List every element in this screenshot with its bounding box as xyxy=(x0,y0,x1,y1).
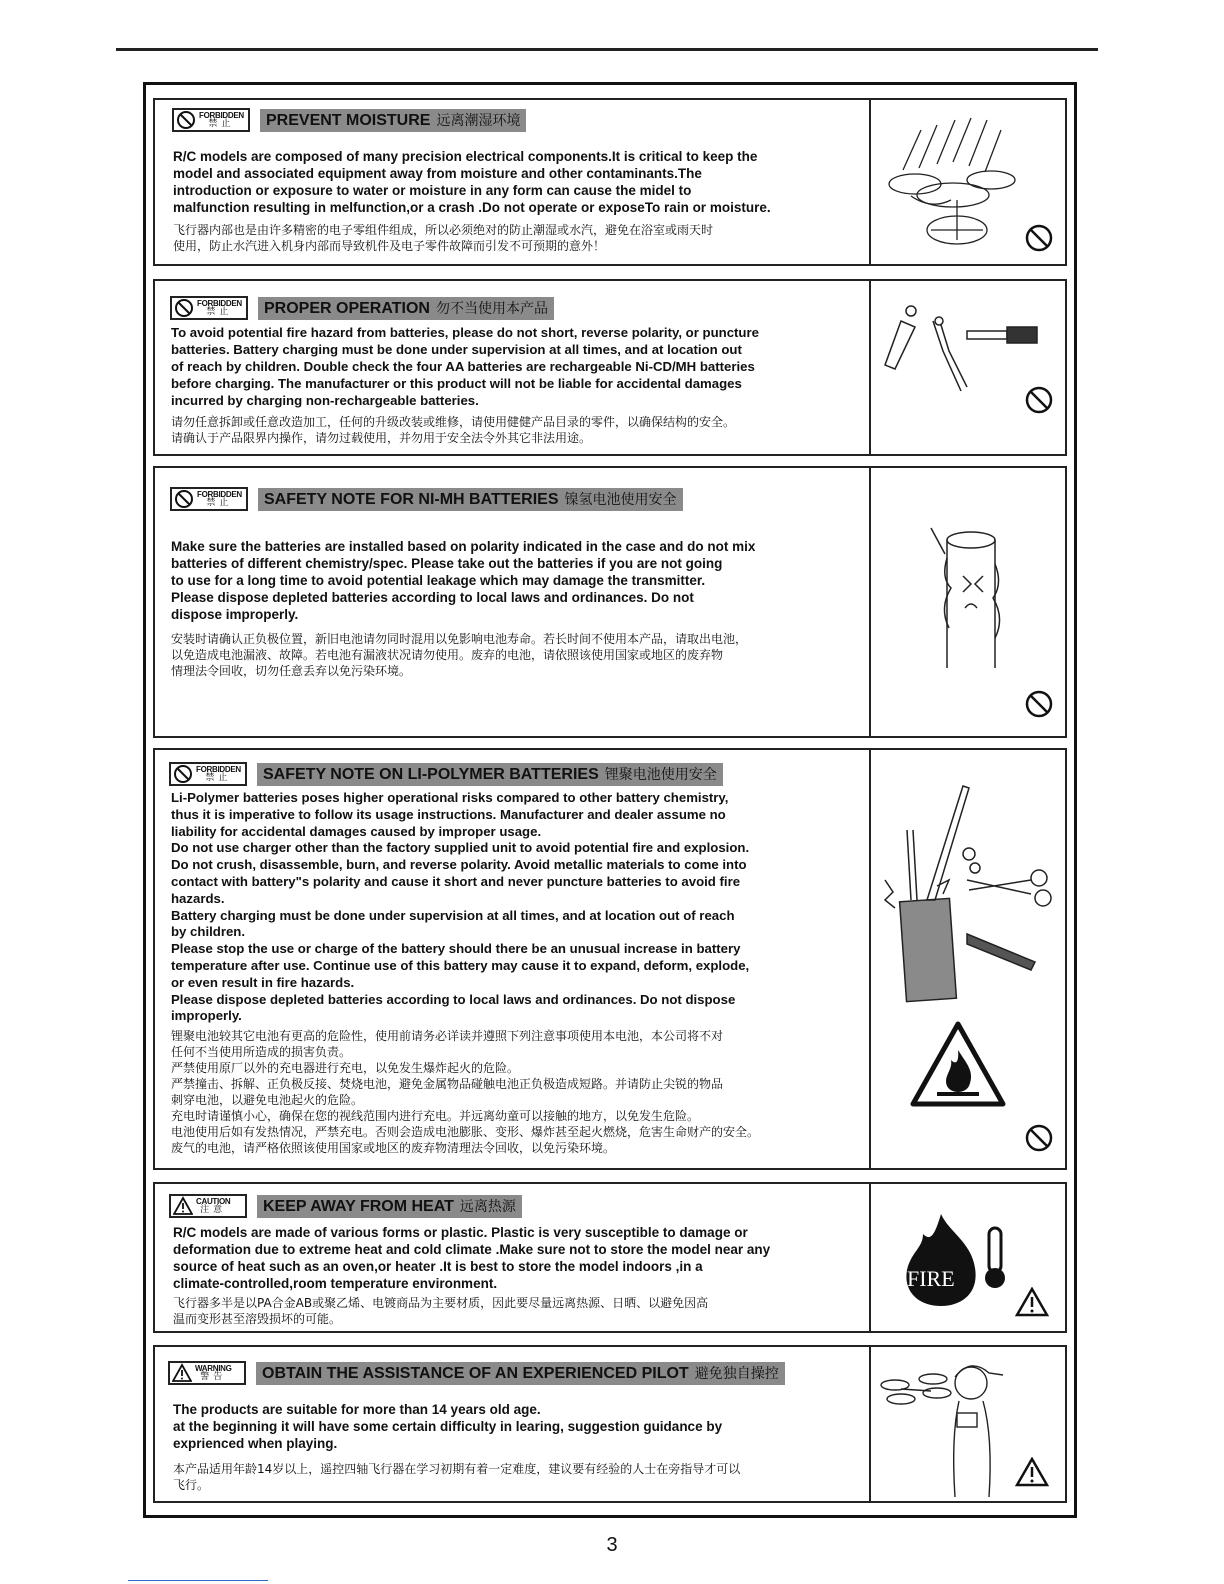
body-line: by children. xyxy=(171,924,246,940)
body-line: dispose improperly. xyxy=(171,607,299,622)
cn-line: 情理法令回收，切勿任意丢弃以免污染环境。 xyxy=(171,664,412,678)
section-body xyxy=(173,148,873,216)
fire-icon xyxy=(901,1212,981,1308)
section-body-cn xyxy=(173,1295,878,1327)
prohibition-icon xyxy=(1025,386,1053,414)
cn-line: 充电时请谨慎小心，确保在您的视线范围内进行充电。并远离幼童可以接触的地方，以免发生危险。 xyxy=(171,1109,700,1123)
body-line: R/C models are composed of many precision electrical components.It is critical to keep the xyxy=(173,149,758,164)
section-title xyxy=(257,1195,522,1218)
body-line: thus it is imperative to follow its usage instructions. Manufacturer and dealer assume no xyxy=(171,806,726,822)
illustration-panel xyxy=(869,1347,1065,1501)
title-en: KEEP AWAY FROM HEAT xyxy=(263,1197,454,1215)
illustration-panel xyxy=(869,468,1065,736)
cn-line: 锂聚电池较其它电池有更高的危险性，使用前请务必详读并遵照下列注意事项使用本电池，本公司将不对 xyxy=(171,1029,724,1043)
cn-line: 以免造成电池漏液、故障。若电池有漏液状况请勿使用。废弃的电池，请依照该使用国家或地区的废弃物 xyxy=(171,648,724,662)
body-line: contact with battery"s polarity and cause it short and never puncture batteries to avoid fire xyxy=(171,873,741,889)
prohibition-icon xyxy=(1025,224,1053,252)
badge-label: CAUTION xyxy=(196,1197,231,1206)
section-header xyxy=(169,1194,522,1218)
body-line: incurred by charging non-rechargeable batteries. xyxy=(171,393,479,408)
body-line: at the beginning it will have some certain difficulty in learing, suggestion guidance by xyxy=(173,1419,723,1434)
section-body xyxy=(173,1224,878,1292)
section-header xyxy=(170,296,554,320)
tools-illustration xyxy=(871,281,1063,401)
section-body-cn xyxy=(173,222,873,254)
cn-line: 严禁撞击、拆解、正负极反接、焚烧电池，避免金属物品碰触电池正负极造成短路。并请防止尖锐的物品 xyxy=(171,1077,724,1091)
body-line: Please dispose depleted batteries according to local laws and ordinances. Do not xyxy=(171,590,694,605)
section-body-cn xyxy=(173,1461,878,1493)
flammable-warning-icon xyxy=(909,1020,1007,1108)
body-line: Do not crush, disassemble, burn, and reverse polarity. Avoid metallic materials to come into xyxy=(171,857,747,873)
section-body-cn xyxy=(171,631,876,679)
body-line: improperly. xyxy=(171,1008,242,1024)
title-en: PROPER OPERATION xyxy=(264,299,430,317)
section-experienced-pilot xyxy=(153,1345,1067,1503)
cn-line: 请勿任意拆卸或任意改造加工，任何的升级改装或维修，请使用健健产品目录的零件，以确保结构的安全。 xyxy=(171,415,736,429)
title-cn: 远离潮湿环境 xyxy=(436,111,521,128)
prohibition-icon xyxy=(176,110,196,130)
body-line: climate-controlled,room temperature environment. xyxy=(173,1276,498,1291)
top-rule xyxy=(116,48,1098,51)
cn-line: 飞行。 xyxy=(173,1478,210,1492)
leaking-battery-illustration xyxy=(871,468,1063,668)
cn-line: 电池使用后如有发热情况，严禁充电。否则会造成电池膨胀、变形、爆炸甚至起火燃烧，危害生命财产的安全。 xyxy=(171,1125,760,1139)
body-line: Do not use charger other than the factory supplied unit to avoid potential fire and explosion. xyxy=(171,840,750,856)
fire-label: FIRE xyxy=(907,1266,955,1291)
body-line: model and associated equipment away from moisture and other contaminants.The xyxy=(173,166,702,181)
forbidden-badge xyxy=(172,108,250,132)
body-line: Please dispose depleted batteries according to local laws and ordinances. Do not dispose xyxy=(171,991,736,1007)
cn-line: 严禁使用原厂以外的充电器进行充电，以免发生爆炸起火的危险。 xyxy=(171,1061,520,1075)
section-lipo-batteries xyxy=(153,748,1067,1170)
section-title xyxy=(256,1362,785,1385)
body-line: deformation due to extreme heat and cold climate .Make sure not to store the model near any xyxy=(173,1242,771,1257)
cn-line: 本产品适用年龄14岁以上，遥控四轴飞行器在学习初期有着一定难度，建议要有经验的人士在旁指导才可以 xyxy=(173,1462,741,1476)
cn-line: 废气的电池，请严格依照该使用国家或地区的废弃物清理法令回收，以免污染环境。 xyxy=(171,1141,616,1155)
section-title xyxy=(258,488,683,511)
badge-label-cn: 禁止 xyxy=(205,773,232,783)
badge-label: FORBIDDEN xyxy=(196,765,241,774)
forbidden-badge xyxy=(169,762,247,786)
title-cn: 镍氢电池使用安全 xyxy=(564,490,677,507)
section-keep-away-heat xyxy=(153,1182,1067,1333)
badge-label: FORBIDDEN xyxy=(199,111,244,120)
body-line: exprienced when playing. xyxy=(173,1436,338,1451)
body-line: malfunction resulting in melfunction,or a crash .Do not operate or exposeTo rain or moisture. xyxy=(173,200,771,215)
badge-label: WARNING xyxy=(195,1364,232,1373)
section-body-cn xyxy=(171,1028,876,1156)
section-title xyxy=(257,763,723,786)
body-line: of reach by children. Double check the four AA batteries are rechargeable Ni-CD/MH batteries xyxy=(171,359,755,374)
warning-triangle-icon xyxy=(1015,1287,1049,1317)
prohibition-icon xyxy=(173,764,193,784)
title-en: PREVENT MOISTURE xyxy=(266,111,431,129)
section-body xyxy=(171,790,876,1025)
title-cn: 勿不当使用本产品 xyxy=(435,299,548,316)
badge-label-cn: 禁止 xyxy=(206,498,233,508)
thermometer-icon xyxy=(975,1224,1015,1294)
lipo-hazard-illustration xyxy=(871,750,1063,1010)
title-en: OBTAIN THE ASSISTANCE OF AN EXPERIENCED PILOT xyxy=(262,1364,689,1382)
section-body xyxy=(171,538,876,623)
cn-line: 请确认于产品限界内操作，请勿过载使用，并勿用于安全法令外其它非法用途。 xyxy=(171,431,592,445)
title-cn: 避免独自操控 xyxy=(694,1364,779,1381)
section-header xyxy=(169,762,723,786)
section-nimh-batteries xyxy=(153,466,1067,738)
forbidden-badge xyxy=(170,487,248,511)
body-line: source of heat such as an oven,or heater .It is best to store the model indoors ,in a xyxy=(173,1259,703,1274)
section-body xyxy=(171,324,876,409)
body-line: hazards. xyxy=(171,890,225,906)
body-line: batteries. Battery charging must be done under supervision at all times, and at location out xyxy=(171,342,742,357)
illustration-panel xyxy=(869,1184,1065,1331)
body-line: Please stop the use or charge of the battery should there be an unusual increase in battery xyxy=(171,941,741,957)
section-body-cn xyxy=(171,414,876,446)
prohibition-icon xyxy=(1025,1124,1053,1152)
footer-link-line xyxy=(128,1580,268,1581)
badge-label-cn: 禁止 xyxy=(206,307,233,317)
title-en: SAFETY NOTE ON LI-POLYMER BATTERIES xyxy=(263,765,599,783)
illustration-panel xyxy=(869,100,1065,264)
cn-line: 飞行器多半是以PA合金AB或聚乙烯、电镀商品为主要材质，因此要尽量远离热源、日晒、以避免因高 xyxy=(173,1296,709,1310)
warning-badge xyxy=(168,1361,246,1385)
section-proper-operation xyxy=(153,279,1067,456)
body-line: liability for accidental damages caused by improper usage. xyxy=(171,823,542,839)
title-en: SAFETY NOTE FOR NI-MH BATTERIES xyxy=(264,490,559,508)
section-header xyxy=(168,1361,785,1385)
warning-triangle-icon xyxy=(172,1363,192,1383)
page-number: 3 xyxy=(606,1534,618,1556)
body-line: batteries of different chemistry/spec. Please take out the batteries if you are not going xyxy=(171,556,723,571)
prohibition-icon xyxy=(174,298,194,318)
section-title xyxy=(260,109,526,132)
cn-line: 任何不当使用所造成的损害负责。 xyxy=(171,1045,352,1059)
title-cn: 锂聚电池使用安全 xyxy=(604,765,717,782)
cn-line: 使用，防止水汽进入机身内部而导致机件及电子零件故障而引发不可预期的意外！ xyxy=(173,239,606,253)
body-line: The products are suitable for more than 14 years old age. xyxy=(173,1402,541,1417)
prohibition-icon xyxy=(174,489,194,509)
forbidden-badge xyxy=(170,296,248,320)
warning-triangle-icon xyxy=(173,1196,193,1216)
section-header xyxy=(170,487,683,511)
body-line: before charging. The manufacturer or this product will not be liable for accidental damages xyxy=(171,376,742,391)
cn-line: 安装时请确认正负极位置，新旧电池请勿同时混用以免影响电池寿命。若长时间不使用本产品，请取出电池， xyxy=(171,632,748,646)
section-prevent-moisture xyxy=(153,98,1067,266)
illustration-panel xyxy=(869,750,1065,1168)
body-line: Battery charging must be done under supervision at all times, and at location out of reach xyxy=(171,907,735,923)
badge-label-cn: 警告 xyxy=(200,1372,227,1382)
illustration-panel xyxy=(869,281,1065,454)
cn-line: 温而变形甚至溶毁损坏的可能。 xyxy=(173,1312,342,1326)
badge-label: FORBIDDEN xyxy=(197,299,242,308)
body-line: to use for a long time to avoid potential leakage which may damage the transmitter. xyxy=(171,573,706,588)
body-line: To avoid potential fire hazard from batteries, please do not short, reverse polarity, or puncture xyxy=(171,325,759,340)
badge-label-cn: 禁止 xyxy=(208,119,235,129)
body-line: or even result in fire hazards. xyxy=(171,974,355,990)
section-body xyxy=(173,1401,878,1452)
badge-label: FORBIDDEN xyxy=(197,490,242,499)
body-line: R/C models are made of various forms or plastic. Plastic is very susceptible to damage or xyxy=(173,1225,748,1240)
section-title xyxy=(258,297,554,320)
body-line: Make sure the batteries are installed based on polarity indicated in the case and do not mix xyxy=(171,539,756,554)
cn-line: 刺穿电池，以避免电池起火的危险。 xyxy=(171,1093,364,1107)
section-header xyxy=(172,108,526,132)
title-cn: 远离热源 xyxy=(459,1197,516,1214)
cn-line: 飞行器内部也是由许多精密的电子零组件组成，所以必须绝对的防止潮湿或水汽，避免在浴室或雨天时 xyxy=(173,223,714,237)
badge-label-cn: 注意 xyxy=(200,1205,227,1215)
warning-triangle-icon xyxy=(1015,1457,1049,1487)
caution-badge xyxy=(169,1194,247,1218)
body-line: introduction or exposure to water or moisture in any form can cause the midel to xyxy=(173,183,692,198)
body-line: Li-Polymer batteries poses higher operational risks compared to other battery chemistry, xyxy=(171,790,729,805)
body-line: temperature after use. Continue use of this battery may cause it to expand, deform, explode, xyxy=(171,957,750,973)
prohibition-icon xyxy=(1025,690,1053,718)
